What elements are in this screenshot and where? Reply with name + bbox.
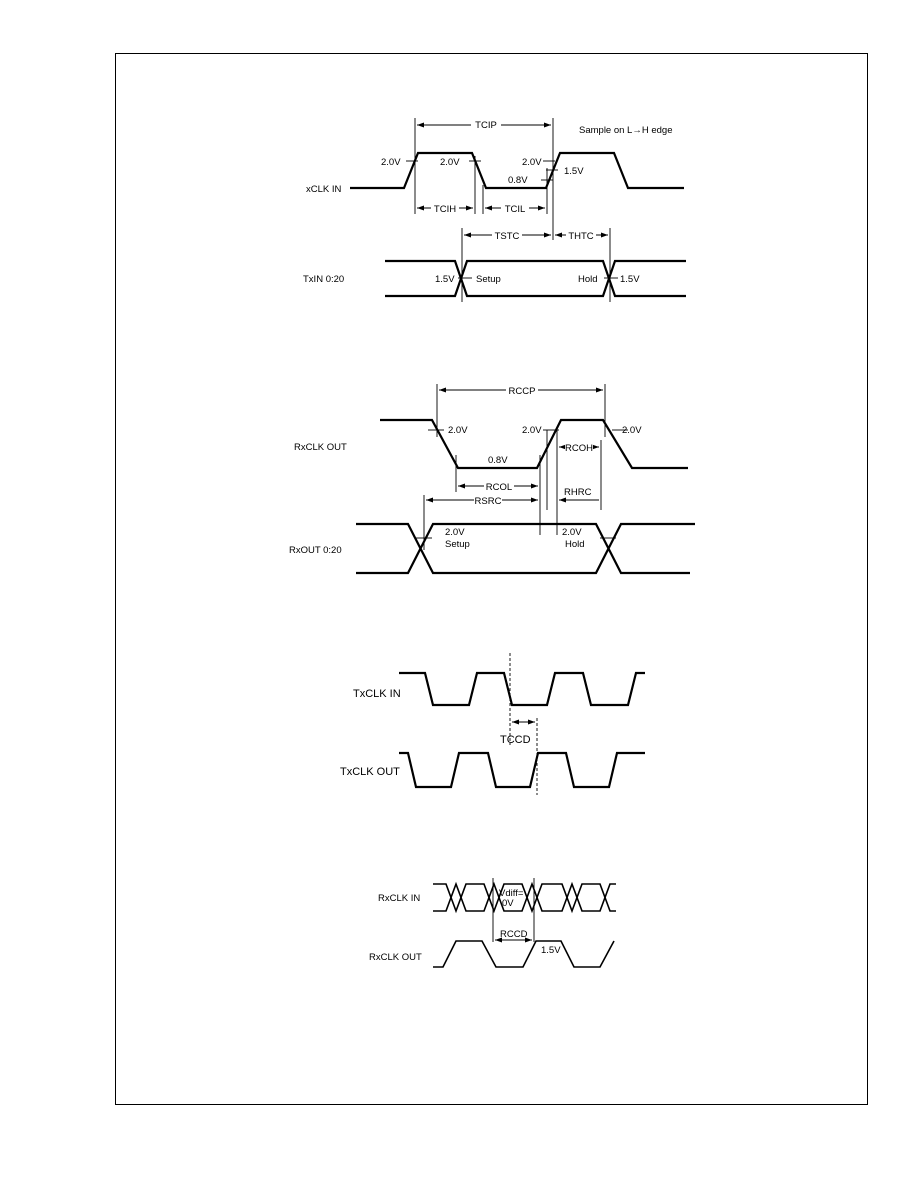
signal-label-txclk-out: TxCLK OUT — [340, 766, 400, 778]
rccd-label: RCCD — [500, 929, 528, 940]
rcol-label: RCOL — [485, 482, 513, 493]
threshold-1-5v-label: 1.5V — [620, 274, 640, 285]
setup-label: Setup — [445, 539, 470, 550]
txclk-in-waveform — [399, 673, 645, 705]
rcoh-label: RCOH — [565, 443, 593, 454]
rx-clock-output-timing-diagram — [289, 384, 695, 573]
tcip-label: TCIP — [475, 120, 497, 131]
threshold-2v-label: 2.0V — [440, 157, 460, 168]
vdiff-zero-label: 0V — [502, 898, 514, 909]
threshold-2v-label: 2.0V — [562, 527, 582, 538]
sample-edge-note: Sample on L→H edge — [579, 125, 673, 136]
threshold-0-8v-label: 0.8V — [488, 455, 508, 466]
vdiff-label: Vdiff= — [499, 888, 524, 899]
hold-label: Hold — [578, 274, 598, 285]
signal-label-rxclk-out: RxCLK OUT — [294, 442, 347, 453]
threshold-1-5v-label: 1.5V — [435, 274, 455, 285]
tcil-label: TCIL — [504, 204, 526, 215]
setup-label: Setup — [476, 274, 501, 285]
rxclk-in-lower-waveform — [433, 884, 616, 911]
signal-label-rxclk-out: RxCLK OUT — [369, 952, 422, 963]
rxclk-out-waveform — [433, 941, 614, 967]
hold-label: Hold — [565, 539, 585, 550]
rxout-upper-waveform — [356, 524, 695, 573]
signal-label-xclk-in: xCLK IN — [306, 184, 342, 195]
threshold-2v-label: 2.0V — [622, 425, 642, 436]
rhrc-label: RHRC — [564, 487, 592, 498]
tx-clock-input-timing-diagram — [303, 118, 686, 302]
threshold-1-5v-label: 1.5V — [541, 945, 561, 956]
rxclk-delay-timing-diagram — [369, 878, 616, 967]
signal-label-txclk-in: TxCLK IN — [353, 688, 401, 700]
threshold-2v-label: 2.0V — [445, 527, 465, 538]
txin-upper-waveform — [385, 261, 686, 296]
txclk-delay-timing-diagram — [340, 653, 645, 795]
tccd-label: TCCD — [500, 734, 531, 746]
tcih-label: TCIH — [433, 204, 457, 215]
txin-lower-waveform — [385, 261, 686, 296]
signal-label-rxclk-in: RxCLK IN — [378, 893, 421, 904]
signal-label-txin: TxIN 0:20 — [303, 274, 345, 285]
threshold-2v-label: 2.0V — [522, 425, 542, 436]
rxout-lower-waveform — [356, 524, 690, 573]
threshold-2v-label: 2.0V — [448, 425, 468, 436]
threshold-1-5v-label: 1.5V — [564, 166, 584, 177]
threshold-0-8v-label: 0.8V — [508, 175, 528, 186]
tstc-label: TSTC — [494, 231, 520, 242]
thtc-label: THTC — [568, 231, 594, 242]
rccp-label: RCCP — [508, 386, 536, 397]
rsrc-label: RSRC — [474, 496, 502, 507]
threshold-2v-label: 2.0V — [381, 157, 401, 168]
txclk-out-waveform — [399, 753, 645, 787]
threshold-2v-label: 2.0V — [522, 157, 542, 168]
signal-label-rxout: RxOUT 0:20 — [289, 545, 342, 556]
